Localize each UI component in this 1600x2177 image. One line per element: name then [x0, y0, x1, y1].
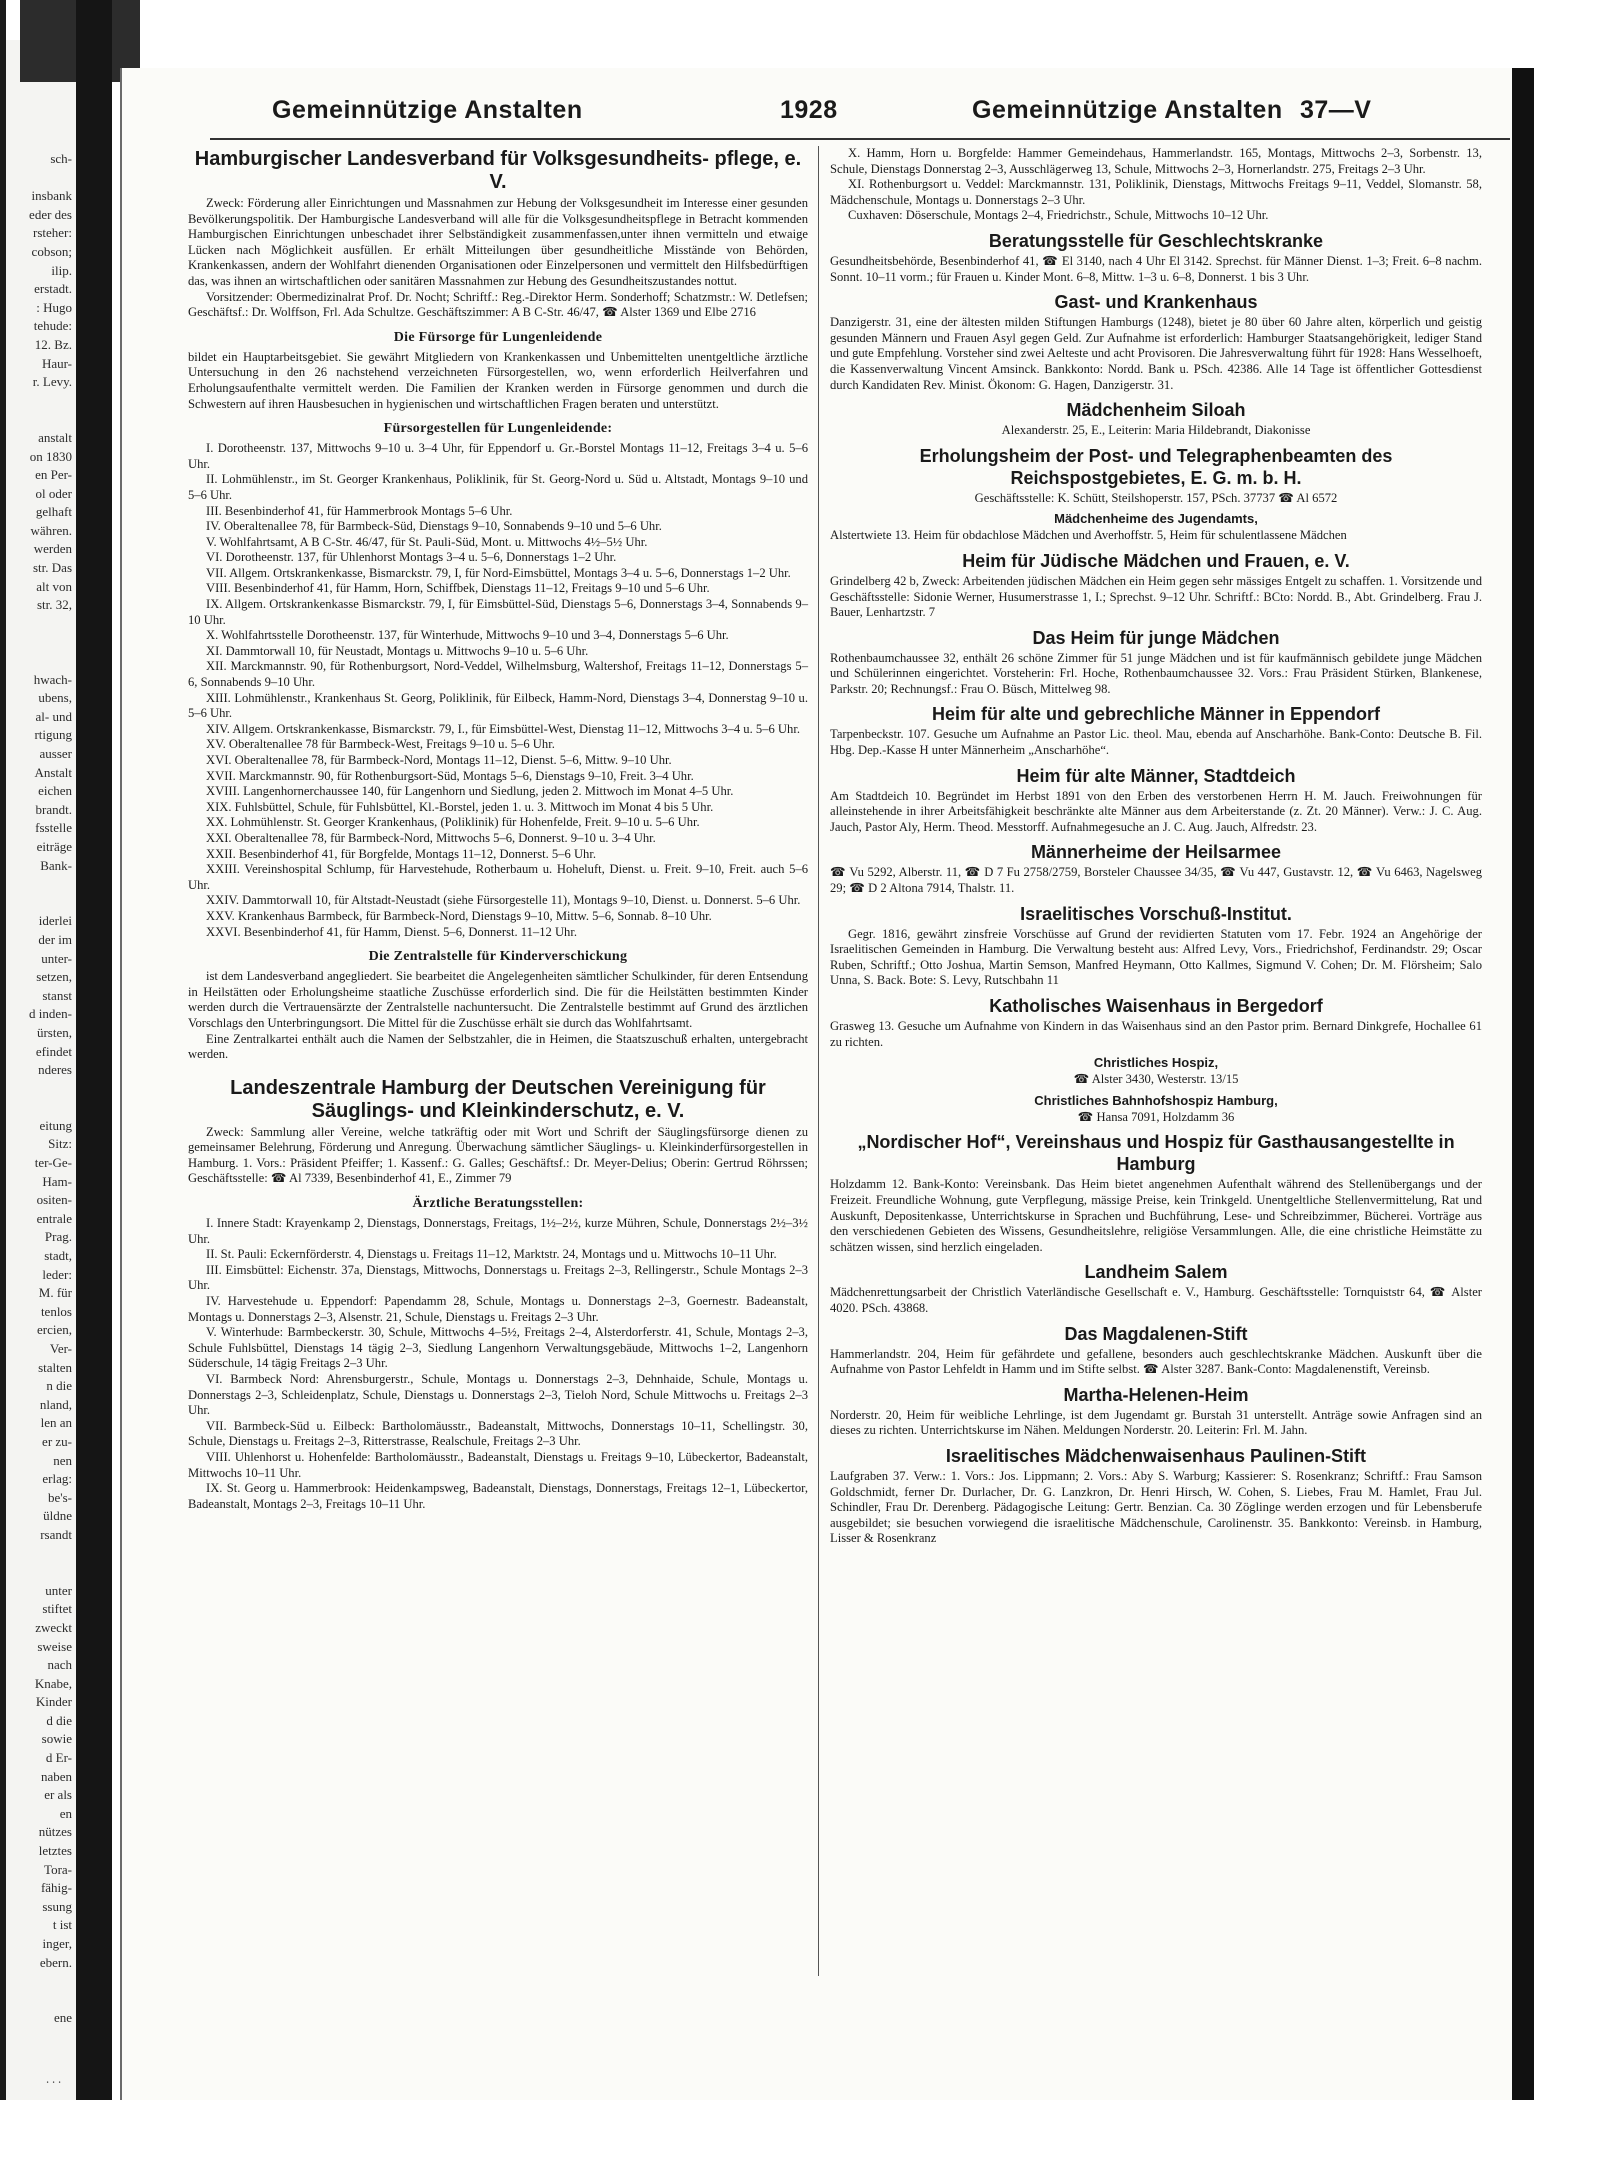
- list-item: XVI. Oberaltenallee 78, für Barmbeck-Nord, Montags 11–12, Dienst. 5–6, Mittw. 9–10 Uhr.: [206, 753, 672, 767]
- previous-page-fragment: Ham-: [42, 1173, 72, 1189]
- previous-page-fragment: [8, 1080, 72, 1099]
- list-item: XV. Oberaltenallee 78 für Barmbeck-West, Freitags 9–10 u. 5–6 Uhr.: [206, 737, 555, 752]
- list-item: XXII. Besenbinderhof 41, für Borgfelde, Montags 11–12, Donnerst. 5–6 Uhr.: [206, 846, 596, 861]
- previous-page-fragment: d inden-: [29, 1006, 72, 1022]
- previous-page-fragment: sweise: [37, 1638, 72, 1654]
- section-title: Beratungsstelle für Geschlechtskranke: [988, 230, 1324, 251]
- list-item: XXIII. Vereinshospital Schlump, für Harvestehude, Rotherbaum u. Hoheluft, Dienst. u. Freit. 9–10, Freit. auch 5–6 Uhr.: [188, 862, 808, 892]
- list-item: IV. Oberaltenallee 78, für Barmbeck-Süd, Dienstags 9–10, Sonnabends 9–10 und 5–6 Uhr.: [206, 519, 662, 534]
- previous-page-fragment: entrale: [36, 1210, 72, 1226]
- previous-page-fragment: stadt,: [44, 1248, 72, 1264]
- section-title: Heim für alte Männer, Stadtdeich: [1016, 765, 1296, 786]
- section-text: Holzdamm 12. Bank-Konto: Vereinsbank. Das Heim bietet angenehmen Aufenthalt während des Stellenübergangs und der Freizeit. Freundliche Wohnung, gute Verpflegung, mässige Preise, kein Trinkgeld. Unentgeltliche Stellenvermittelung, Rat und Auskunft, Depositenkasse, Unterrichtskurse in Sprachen und Buchführung, Lese- und Schreibzimmer, Bücherei. Vorträge aus den verschiedenen Gebieten des Wissens, Gesundheitslehre, religiöse Versammlungen. Alle, die eine christliche Heimstätte zu schätzen wissen, sind herzlich eingeladen.: [830, 1177, 1482, 1254]
- section-text: Zweck: Sammlung aller Vereine, welche tatkräftig oder mit Wort und Schrift der Säuglingsfürsorge dienen zu gemeinsamer Belehrung, Förderung und Anregung. Überwachung sämtlicher Säuglings- u. Kleinkinderfürsorgestellen in Hamburg. 1. Vors.: Präsident Pfeiffer; 1. Kassenf.: G. Galles; Geschäftsf.: Dr. Meyer-Delius; Oberin: Gertrud Röhrssen; Geschäftsstelle: ☎ Al 7339, Besenbinderhof 41, E., Zimmer 79: [188, 1124, 808, 1186]
- previous-page-fragment: Haur-: [41, 355, 72, 371]
- list-item: VII. Barmbeck-Süd u. Eilbeck: Bartholomäusstr., Badeanstalt, Mittwochs, Donnerstags 10–11, Schellingstr. 30, Schule, Dienstags u. Freitags 2–3, Ritterstrasse, Realschule, Freitags 2–3 Uhr.: [188, 1418, 808, 1449]
- previous-page-fragment: t ist: [52, 1917, 72, 1933]
- previous-page-fragment: insbank: [31, 188, 72, 204]
- section-title: Mädchenheim Siloah: [1066, 400, 1246, 421]
- left-column: [188, 146, 808, 2086]
- previous-page-fragment: ausser: [39, 746, 72, 761]
- column-divider: [818, 146, 819, 1976]
- previous-page-fragment: stanst: [42, 987, 72, 1003]
- section-title: Martha-Helenen-Heim: [1063, 1384, 1249, 1405]
- section-text: Alexanderstr. 25, E., Leiterin: Maria Hildebrandt, Diakonisse: [1001, 423, 1311, 438]
- previous-page-fragment: [8, 410, 72, 429]
- subsection-title: Fürsorgestellen für Lungenleidende:: [383, 421, 613, 437]
- previous-page-fragment: sch-: [50, 151, 72, 166]
- previous-page-fragment: werden: [33, 541, 72, 557]
- previous-page-fragment: ssung: [42, 1898, 72, 1914]
- previous-page-fragment: r. Levy.: [32, 374, 72, 390]
- list-item: III. Eimsbüttel: Eichenstr. 37a, Dienstags, Mittwochs, Donnerstags u. Freitags 2–3, Rellingerstr., Schule Montags 2–3 Uhr.: [188, 1262, 808, 1293]
- previous-page-fragment: Prag.: [44, 1229, 72, 1245]
- previous-page-fragment: unter-: [41, 950, 72, 966]
- previous-page-fragment: [8, 1098, 72, 1117]
- previous-page-fragment: rsteher:: [33, 225, 72, 241]
- previous-page-fragment: ercien,: [36, 1322, 72, 1338]
- header-left-title: Gemeinnützige Anstalten: [272, 96, 583, 124]
- previous-page-fragment: anstalt: [38, 429, 72, 445]
- list-item: II. St. Pauli: Eckernförderstr. 4, Dienstags u. Freitags 11–12, Marktstr. 24, Montags und u. Mittwochs 10–11 Uhr.: [206, 1247, 777, 1262]
- section-text: Geschäftsstelle: K. Schütt, Steilshoperstr. 157, PSch. 37737 ☎ Al 6572: [974, 490, 1338, 505]
- previous-page-fragment: [8, 652, 72, 671]
- list-item: XVII. Marckmannstr. 90, für Rothenburgsort-Süd, Montags 5–6, Dienstags 9–10, Freit. 3–4 Uhr.: [206, 768, 694, 783]
- previous-page-fragment: der im: [38, 931, 72, 947]
- list-item: I. Dorotheenstr. 137, Mittwochs 9–10 u. 3–4 Uhr, für Eppendorf u. Gr.-Borstel Montags 11–12, Freitags 3–4 u. 5–6 Uhr.: [188, 441, 808, 471]
- previous-page-fragment: gelhaft: [35, 504, 72, 520]
- section-text: Rothenbaumchaussee 32, enthält 26 schöne Zimmer für 51 junge Mädchen und ist für kaufmännisch gebildete junge Mädchen und Schülerinnen eingerichtet. Vorsteherin: Frl. Hoche, Rothenbaumchaussee 32. Vors.: Frau Präsident Stürken, Blankenese, Parkstr. 20; Rechnungsf.: Frau O. Büsch, Mittelweg 98.: [830, 650, 1482, 696]
- previous-page-fragment: erlag:: [42, 1471, 72, 1487]
- previous-page-fragment: ürsten,: [36, 1024, 72, 1040]
- book-binding: [76, 0, 112, 2100]
- section-text: Vorsitzender: Obermedizinalrat Prof. Dr. Nocht; Schriftf.: Reg.-Direktor Herm. Sonderhoff; Schatzmstr.: W. Detlefsen; Geschäftsf.: Dr. Wolffson, Frl. Ada Schultze. Geschäftszimmer: A B C-Str. 46/47, ☎ Alster 1369 und Elbe 2716: [188, 289, 808, 320]
- previous-page-fragment: str. 32,: [36, 597, 72, 613]
- previous-page-fragment: währen.: [30, 522, 72, 538]
- list-item: XII. Marckmannstr. 90, für Rothenburgsort, Nord-Veddel, Wilhelmsburg, Waltershof, Freitags 11–12, Donnerstags 5–6, Sonnabends 9–10 Uhr.: [188, 659, 808, 690]
- list-item: VI. Dorotheenstr. 137, für Uhlenhorst Montags 3–4 u. 5–6, Donnerstags 1–2 Uhr.: [206, 550, 617, 565]
- previous-page-fragment: üldne: [43, 1508, 72, 1524]
- previous-page-fragment: eichen: [38, 783, 72, 799]
- previous-page-fragment: [8, 633, 72, 652]
- previous-page-fragment: rsandt: [40, 1526, 72, 1542]
- previous-page-fragment: erstadt.: [34, 281, 72, 297]
- list-item: VIII. Uhlenhorst u. Hohenfelde: Bartholomäusstr., Badeanstalt, Dienstags u. Freitags 9–10, Lübeckertor, Badeanstalt, Mittwochs 10–11 Uhr.: [188, 1449, 808, 1480]
- previous-page-fragment: Anstalt: [34, 764, 72, 780]
- previous-page-fragment: stalten: [38, 1359, 72, 1375]
- previous-page-fragment: nderes: [38, 1062, 72, 1078]
- previous-page-fragment: en Per-: [35, 467, 72, 483]
- previous-page-fragment: rtigung: [34, 727, 72, 743]
- section-text: Grasweg 13. Gesuche um Aufnahme von Kindern in das Waisenhaus sind an den Pastor prim. Bernard Dinkgrefe, Hochallee 61 zu richten.: [830, 1019, 1482, 1049]
- previous-page-fragment: letztes: [38, 1843, 72, 1859]
- previous-page-fragment: : Hugo: [36, 299, 72, 315]
- list-item: XXI. Oberaltenallee 78, für Barmbeck-Nord, Mittwochs 5–6, Donnerst. 9–10 u. 3–4 Uhr.: [206, 830, 656, 845]
- previous-page-fragment: efindet: [35, 1043, 72, 1059]
- section-title: Erholungsheim der Post- und Telegraphenbeamten des Reichspostgebietes, E. G. m. b. H.: [919, 445, 1393, 488]
- section-text: Norderstr. 20, Heim für weibliche Lehrlinge, ist dem Jugendamt gr. Burstah 31 unterstellt. Anträge sowie Anfragen sind an dieses zu richten. Unterrichtskurse im Nähen. Meldungen Norderstr. 20. Leiterin: Frl. M. Jahn.: [830, 1407, 1482, 1438]
- previous-page-fragment: er als: [44, 1787, 72, 1803]
- list-item: IV. Harvestehude u. Eppendorf: Papendamm 28, Schule, Montags u. Donnerstags 2–3, Goernestr. Badeanstalt, Montags u. Donnerstags 2–3, Alsenstr. 21, Schule, Dienstags u. Freitags 2–3 Uhr.: [188, 1294, 808, 1324]
- section-title: Landeszentrale Hamburg der Deutschen Vereinigung für Säuglings- und Kleinkinderschutz, e. V.: [230, 1076, 766, 1122]
- list-item: XVIII. Langenhornerchaussee 140, für Langenhorn und Siedlung, jeden 2. Mittwoch im Monat 4–5 Uhr.: [206, 784, 734, 799]
- list-item: VII. Allgem. Ortskrankenkasse, Bismarckstr. 79, I, für Nord-Eimsbüttel, Montags 3–4 u. 5–6, Donnerstags 1–2 Uhr.: [206, 565, 791, 580]
- section-text: ist dem Landesverband angegliedert. Sie bearbeitet die Angelegenheiten sämtlicher Schulkinder, für deren Entsendung in Heilstätten oder Erholungsheime staatliche Zuschüsse erforderlich sind. Die für die Heilstätten bestimmten Kinder werden durch die Vertrauensärzte der Zentralstelle nachuntersucht. Die Zentralstelle bestimmt auf Grund des ärztlichen Vorschlags den Unterbringungsort. Die Mittel für die Zuschüsse erhält sie durch das Wohlfahrtsamt.: [188, 969, 808, 1030]
- previous-page-fragment: n die: [46, 1378, 72, 1394]
- previous-page-fragment: eitung: [39, 1117, 72, 1133]
- previous-page-fragment: [8, 1991, 72, 2010]
- right-column: [830, 146, 1482, 2086]
- previous-page-fragment: eiträge: [36, 838, 72, 854]
- previous-page-fragment: ol oder: [35, 485, 72, 501]
- previous-page-fragment: inger,: [42, 1936, 72, 1951]
- subsection-title: Ärztliche Beratungsstellen:: [412, 1196, 584, 1212]
- list: [830, 146, 1482, 224]
- previous-page-fragment: ilip.: [51, 262, 72, 278]
- section-text: bildet ein Hauptarbeitsgebiet. Sie gewährt Mitgliedern von Krankenkassen und Unbemittelten unentgeltliche ärztliche Untersuchung in den 26 nachstehend verzeichneten Fürsorgestellen, wo, wenn erforderlich Heilverfahren und Erholungsaufenthalte vermittelt werden. Die Familien der Kranken werden in Fürsorge genommen und durch die Schwestern auf ihren Hausbesuchen in hygienischen und wirtschaftlichen Fragen beraten und unterstützt.: [188, 349, 808, 411]
- section-text: Eine Zentralkartei enthält auch die Namen der Selbstzahler, die in Heimen, die Staatszuschuß erhalten, untergebracht werden.: [188, 1031, 808, 1062]
- section-title: Landheim Salem: [1084, 1262, 1228, 1283]
- section-title: Heim für alte und gebrechliche Männer in Eppendorf: [931, 704, 1381, 725]
- previous-page-fragment: Bank-: [40, 857, 72, 873]
- previous-page-fragment: tenlos: [40, 1303, 72, 1319]
- previous-page-fragment: [8, 615, 72, 634]
- section-title: Hamburgischer Landesverband für Volksgesundheits- pflege, e. V.: [194, 148, 802, 193]
- previous-page-fragment: str. Das: [33, 560, 72, 576]
- previous-page-fragment: nützes: [38, 1824, 72, 1840]
- previous-page-fragment: Ver-: [49, 1341, 72, 1356]
- list-item: XI. Rothenburgsort u. Veddel: Marckmannstr. 131, Poliklinik, Dienstags, Mittwochs Freitags 9–11, Veddel, Slomanstr. 58, Mädchenschule, Montags u. Donnerstags 2–3 Uhr.: [830, 177, 1482, 207]
- previous-page-fragment: brandt.: [35, 801, 72, 817]
- previous-page-fragment: be's-: [47, 1489, 72, 1505]
- section-text: ☎ Vu 5292, Alberstr. 11, ☎ D 7 Fu 2758/2759, Borsteler Chaussee 34/35, ☎ Vu 447, Gustavstr. 12, ☎ Vu 6463, Nagelsweg 29; ☎ D 2 Altona 7914, Thalstr. 11.: [830, 865, 1482, 896]
- list-item: V. Winterhude: Barmbeckerstr. 30, Schule, Mittwochs 4–5½, Freitags 2–4, Alsterdorferstr. 41, Schule, Montags 2–3, Schule Fuhlsbüttel, Dienstags 14 tägig 2–3, Siedlung Langenhorn Verwaltungsgebäude, Mittwochs 1–2, Langenhorn Süderschule, 14 tägig Freitags 2–3 Uhr.: [188, 1325, 808, 1371]
- previous-page-fragment: setzen,: [36, 969, 72, 985]
- list-item: I. Innere Stadt: Krayenkamp 2, Dienstags, Donnerstags, Freitags, 1½–2½, kurze Mühren, Schule, Donnerstags 2½–3½ Uhr.: [188, 1216, 808, 1246]
- previous-page-fragment: [8, 1563, 72, 1582]
- previous-page-fragment: d Er-: [45, 1750, 72, 1766]
- previous-page-fragment: [8, 392, 72, 411]
- previous-page-fragment: Knabe,: [34, 1675, 72, 1691]
- previous-page-fragment: hwach-: [33, 671, 72, 687]
- previous-page-fragment: ebern.: [39, 1954, 72, 1970]
- previous-page-fragment: en: [59, 1805, 72, 1821]
- list-item: VI. Barmbeck Nord: Ahrensburgerstr., Schule, Montags u. Donnerstags 2–3, Dehnhaide, Schule, Montags u. Donnerstags 2–3, Schleidenplatz, Schule, Dienstags u. Donnerstags 2–3, Tieloh Nord, Schule Mittwochs u. Freitags 2–3 Uhr.: [188, 1372, 808, 1418]
- previous-page-fragment: eder des: [29, 206, 72, 222]
- list-item: V. Wohlfahrtsamt, A B C-Str. 46/47, für St. Pauli-Süd, Mont. u. Mittwochs 4½–5½ Uhr.: [206, 534, 648, 549]
- section-text: ☎ Alster 3430, Westerstr. 13/15: [1073, 1072, 1239, 1087]
- previous-page-fragment: sowie: [41, 1731, 72, 1747]
- list: [188, 441, 808, 940]
- list-item: IX. St. Georg u. Hammerbrook: Heidenkampsweg, Badeanstalt, Dienstags, Donnerstags, Freitags 12–1, Lübeckertor, Badeanstalt, Montags 2–3, Freitags 10–11 Uhr.: [188, 1481, 808, 1511]
- section-text: Laufgraben 37. Verw.: 1. Vors.: Jos. Lippmann; 2. Vors.: Aby S. Warburg; Kassierer: S. Rosenkranz; Schriftf.: Frau Samson Goldschmidt, ferner Dr. Durlacher, Dr. G. Lanzkron, Dr. Henri Hirsch, W. Cohen, S. Liebes, Frau M. Hamlet, Frau Jul. Schindler, Frau Dr. Derenberg. Pädagogische Leitung: Gertr. Benzian. Ca. 30 Zöglinge werden erzogen und für Lebensberufe ausgebildet; sie besuchen vorwiegend die israelitische Mädchenschule, Carolinenstr. 35. Bankkonto: Vereinsb. in Hamburg, Lisser & Rosenkranz: [830, 1468, 1482, 1546]
- section-text: Zweck: Förderung aller Einrichtungen und Massnahmen zur Hebung der Volksgesundheit im Interesse einer gesunden Bevölkerungspolitik. Der Hamburgische Landesverband will alle für die Volksgesundheitspflege in Betracht kommenden Hamburgischen Einrichtungen unbeschadet ihrer Selbständigkeit zusammenfassen,unter ihnen vermitteln und etwaige Lücken nach Möglichkeit ausfüllen. Er erhält Mitteilungen über gesundheitliche Misstände von Behörden, Krankenkassen, andern der Wohlfahrt dienenden Organisationen oder Einzelpersonen und vermittelt den Hilfsbedürftigen das, was ihnen an wirtschaftlichen oder sanitären Massnahmen zur Hebung des Gesundheitszustandes nottut.: [188, 196, 808, 288]
- list-item: XX. Lohmühlenstr. St. Georger Krankenhaus, (Poliklinik) für Hohenfelde, Freit. 9–10 u. 5–6 Uhr.: [206, 815, 700, 830]
- subsection-title: Die Zentralstelle für Kinderverschickung: [368, 949, 628, 965]
- header-page-number: 37—V: [1300, 96, 1372, 124]
- previous-page-fragment: ter-Ge-: [34, 1155, 72, 1171]
- scan-bottom-margin: [0, 2100, 1600, 2177]
- previous-page-fragment: [8, 875, 72, 894]
- previous-page-fragment: al- und: [35, 708, 72, 724]
- previous-page-fragment: nach: [47, 1657, 72, 1673]
- section-text: ☎ Hansa 7091, Holzdamm 36: [1077, 1109, 1235, 1124]
- list: [188, 1216, 808, 1512]
- previous-page-fragment: ositen-: [36, 1192, 72, 1208]
- section-text: Alstertwiete 13. Heim für obdachlose Mädchen und Averhoffstr. 5, Heim für schulentlassene Mädchen: [830, 528, 1347, 543]
- previous-page-fragment: stiftet: [42, 1601, 72, 1617]
- section-title: Heim für Jüdische Mädchen und Frauen, e. V.: [962, 550, 1350, 571]
- section-text: Am Stadtdeich 10. Begründet im Herbst 1891 von den Erben des verstorbenen Herrn H. M. Jauch. Freiwohnungen für alleinstehende in ihrer Arbeitsfähigkeit beschränkte alte Männer aus dem Arbeiterstande (z. Zt. 20 Männer). Verw.: J. C. Aug. Jauch, Pastor Aly, Herm. Theod. Messtorff. Aufnahmegesuche an J. C. Aug. Jauch, Alfredstr. 23.: [830, 788, 1482, 834]
- section-title: Gast- und Krankenhaus: [1054, 292, 1258, 313]
- previous-page-fragment: alt von: [36, 578, 72, 594]
- previous-page-fragment: ene: [53, 2010, 72, 2026]
- header-rule: [210, 138, 1510, 140]
- previous-page-bottom-mark: ∙ ∙ ∙: [46, 2075, 61, 2089]
- section-title: Das Heim für junge Mädchen: [1032, 627, 1280, 648]
- section-title: Männerheime der Heilsarmee: [1030, 842, 1282, 863]
- section-text: Grindelberg 42 b, Zweck: Arbeitenden jüdischen Mädchen ein Heim gegen sehr mässiges Entgelt zu schaffen. 1. Vorsitzende und Geschäftsstelle: Sidonie Werner, Husumerstrasse 1, I.; Sprechst. 9–12 Uhr. Schriftf.: BCto: Nordd. B., Abt. Grindelberg. Frau J. Bauer, Lenhartzstr. 7: [830, 573, 1482, 620]
- section-title: Christliches Bahnhofshospiz Hamburg,: [1034, 1092, 1278, 1108]
- previous-page-fragment: on 1830: [29, 448, 72, 464]
- previous-page-fragment: ubens,: [38, 690, 72, 706]
- previous-page-fragment: [8, 1972, 72, 1991]
- previous-page-fragment: er zu-: [42, 1433, 72, 1449]
- list-item: IX. Allgem. Ortskrankenkasse Bismarckstr. 79, I, für Eimsbüttel-Süd, Dienstags 5–6, Donnerstags 3–4, Sonnabends 9–10 Uhr.: [188, 597, 808, 627]
- previous-page-fragment: fsstelle: [35, 820, 72, 836]
- section-text: Gegr. 1816, gewährt zinsfreie Vorschüsse auf Grund der revidierten Statuten vom 17. Febr. 1924 an Angehörige der Israelitischen Gemeinden in Hamburg. Die Verwaltung besteht aus: Alfred Levy, Vors., Friedrichshof, Ferdinandstr. 29; Oscar Ruben, Schriftf.; Otto Joshua, Martin Semson, Manfred Heymann, Otto Kallmes, Sigmund V. Cohen; Dr. M. Flörsheim; Salo Unna, S. Back. Bote: S. Levy, Rutschbahn 11: [830, 926, 1482, 988]
- section-title: Israelitisches Vorschuß-Institut.: [1020, 903, 1292, 924]
- list-item: X. Wohlfahrtsstelle Dorotheenstr. 137, für Winterhude, Mittwochs 9–10 und 3–4, Donnerstags 5–6 Uhr.: [206, 628, 729, 643]
- previous-page-fragment: iderlei: [38, 913, 72, 929]
- previous-page-fragment: nland,: [39, 1396, 72, 1412]
- previous-page-fragment: cobson;: [31, 243, 72, 259]
- previous-page-fragment: len an: [40, 1415, 72, 1431]
- list-item: II. Lohmühlenstr., im St. Georger Krankenhaus, Poliklinik, für St. Georg-Nord u. Süd u. Altstadt, Montags 9–10 und 5–6 Uhr.: [188, 472, 808, 502]
- previous-page-fragments: [8, 150, 72, 2028]
- list-item: Cuxhaven: Döserschule, Montags 2–4, Friedrichstr., Schule, Mittwochs 10–12 Uhr.: [848, 208, 1269, 223]
- list-item: XXV. Krankenhaus Barmbeck, für Barmbeck-Nord, Dienstags 9–10, Mittw. 5–6, Sonnab. 8–10 Uhr.: [206, 908, 712, 923]
- list-item: XIX. Fuhlsbüttel, Schule, für Fuhlsbüttel, Kl.-Borstel, jeden 1. u. 3. Mittwoch im Monat 4 bis 5 Uhr.: [206, 799, 714, 814]
- section-text: Hammerlandstr. 204, Heim für gefährdete und gefallene, besonders auch geschlechtskranke Mädchen. Auskunft über die Aufnahme von Pastor Lehfeldt in Hamm und im Stifte selbst. ☎ Alster 3287. Bank-Conto: Magdalenenstift, Vereinsb.: [830, 1346, 1482, 1377]
- section-title: „Nordischer Hof“, Vereinshaus und Hospiz für Gasthausangestellte in Hamburg: [857, 1132, 1455, 1175]
- section-title: Mädchenheime des Jugendamts,: [1054, 511, 1258, 527]
- previous-page-fragment: tehude:: [33, 318, 72, 334]
- previous-page-fragment: zweckt: [35, 1619, 72, 1635]
- scan-right-edge: [1512, 68, 1534, 2100]
- section-title: Das Magdalenen-Stift: [1064, 1323, 1248, 1344]
- section-text: Mädchenrettungsarbeit der Christlich Vaterländische Gesellschaft e. V., Hamburg. Geschäftsstelle: Tornquiststr 64, ☎ Alster 4020. PSch. 43868.: [830, 1285, 1482, 1315]
- header-year: 1928: [780, 96, 838, 124]
- previous-page-fragment: Kinder: [35, 1694, 72, 1710]
- list-item: XXIV. Dammtorwall 10, für Altstadt-Neustadt (siehe Fürsorgestelle 11), Montags 9–10, Dienst. u. Donnerst. 5–6 Uhr.: [206, 893, 801, 908]
- list-item: III. Besenbinderhof 41, für Hammerbrook Montags 5–6 Uhr.: [206, 503, 513, 518]
- section-title: Israelitisches Mädchenwaisenhaus Paulinen-Stift: [945, 1445, 1367, 1466]
- previous-page-fragment: nen: [53, 1452, 72, 1468]
- section-text: Tarpenbeckstr. 107. Gesuche um Aufnahme an Pastor Lic. theol. Mau, ebenda auf Anscharhöhe. Bank-Conto: Deutsche B. Fil. Hbg. Dep.-Kasse H unter Männerheim „Anscharhöhe“.: [830, 727, 1482, 758]
- previous-page-fragment: [8, 1545, 72, 1564]
- list-item: XIII. Lohmühlenstr., Krankenhaus St. Georg, Poliklinik, für Eilbeck, Hamm-Nord, Dienstags 3–4, Donnerstag 9–10 u. 5–6 Uhr.: [188, 690, 808, 721]
- running-header: [232, 96, 1392, 136]
- list-item: XI. Dammtorwall 10, für Neustadt, Montags u. Mittwochs 9–10 u. 5–6 Uhr.: [206, 643, 589, 658]
- previous-page-fragment: 12. Bz.: [34, 336, 72, 352]
- previous-page-fragment: Tora-: [44, 1861, 72, 1877]
- header-right-title: Gemeinnützige Anstalten: [972, 96, 1283, 124]
- section-text: Gesundheitsbehörde, Besenbinderhof 41, ☎ El 3140, nach 4 Uhr El 3142. Sprechst. für Männer Dienst. 1–3; Freit. 6–8 nachm. Sonnt. 10–11 vorm.; für Frauen u. Kinder Mont. 6–8, Mittw. 1–3 u. 6–8, Donnerst. 1 bis 3 Uhr.: [830, 253, 1482, 284]
- section-text: Danzigerstr. 31, eine der ältesten milden Stiftungen Hamburgs (1248), bietet je 80 über 60 Jahre alten, körperlich und geistig gesunden Männern und Frauen Asyl gegen Geld. Zur Aufnahme ist erforderlich: Hamburger Staatsangehörigkeit, lediger Stand und gute Empfehlung. Vorsteher sind zwei Aelteste und acht Provisoren. Die Jahresverwaltung führt für 1928: Hans Wesselhoeft, die Kassenverwaltung Vincent Amsinck. Bankkonto: Nordd. Bank u. PSch. 42386. Alle 14 Tage ist öffentlicher Gottesdienst durch Kandidaten Rev. Minist. Ökonom: G. Hagen, Danzigerstr. 31.: [830, 315, 1482, 392]
- list-item: XXVI. Besenbinderhof 41, für Hamm, Dienst. 5–6, Donnerst. 11–12 Uhr.: [206, 924, 577, 939]
- previous-page-fragment: fähig-: [40, 1880, 72, 1896]
- previous-page-fragment: naben: [40, 1768, 72, 1784]
- list-item: VIII. Besenbinderhof 41, für Hamm, Horn, Schiffbek, Dienstags 11–12, Freitags 9–10 und 5–6 Uhr.: [206, 581, 710, 596]
- previous-page-fragment: d die: [46, 1712, 72, 1728]
- previous-page-fragment: unter: [45, 1582, 72, 1598]
- previous-page-fragment: M. für: [38, 1285, 72, 1301]
- subsection-title: Die Fürsorge für Lungenleidende: [393, 329, 603, 345]
- previous-page-fragment: leder:: [42, 1266, 72, 1282]
- list-item: X. Hamm, Horn u. Borgfelde: Hammer Gemeindehaus, Hammerlandstr. 165, Montags, Mittwochs 2–3, Sorbenstr. 13, Schule, Dienstags Donnerstag 2–3, Ausschlägerweg 13, Schule, Mittwochs 2–3, Hornerlandstr. 275, Freitags 2–3 Uhr.: [830, 146, 1482, 176]
- section-title: Katholisches Waisenhaus in Bergedorf: [989, 996, 1323, 1016]
- list-item: XIV. Allgem. Ortskrankenkasse, Bismarckstr. 79, I., für Eimsbüttel-West, Dienstag 11–12, Mittwochs 3–4 u. 5–6 Uhr.: [206, 721, 800, 736]
- section-title: Christliches Hospiz,: [1093, 1055, 1219, 1071]
- previous-page-fragment: [8, 169, 72, 188]
- previous-page-fragment: Sitz:: [48, 1136, 72, 1152]
- previous-page-fragment: [8, 894, 72, 913]
- previous-page-margin: [6, 40, 76, 2100]
